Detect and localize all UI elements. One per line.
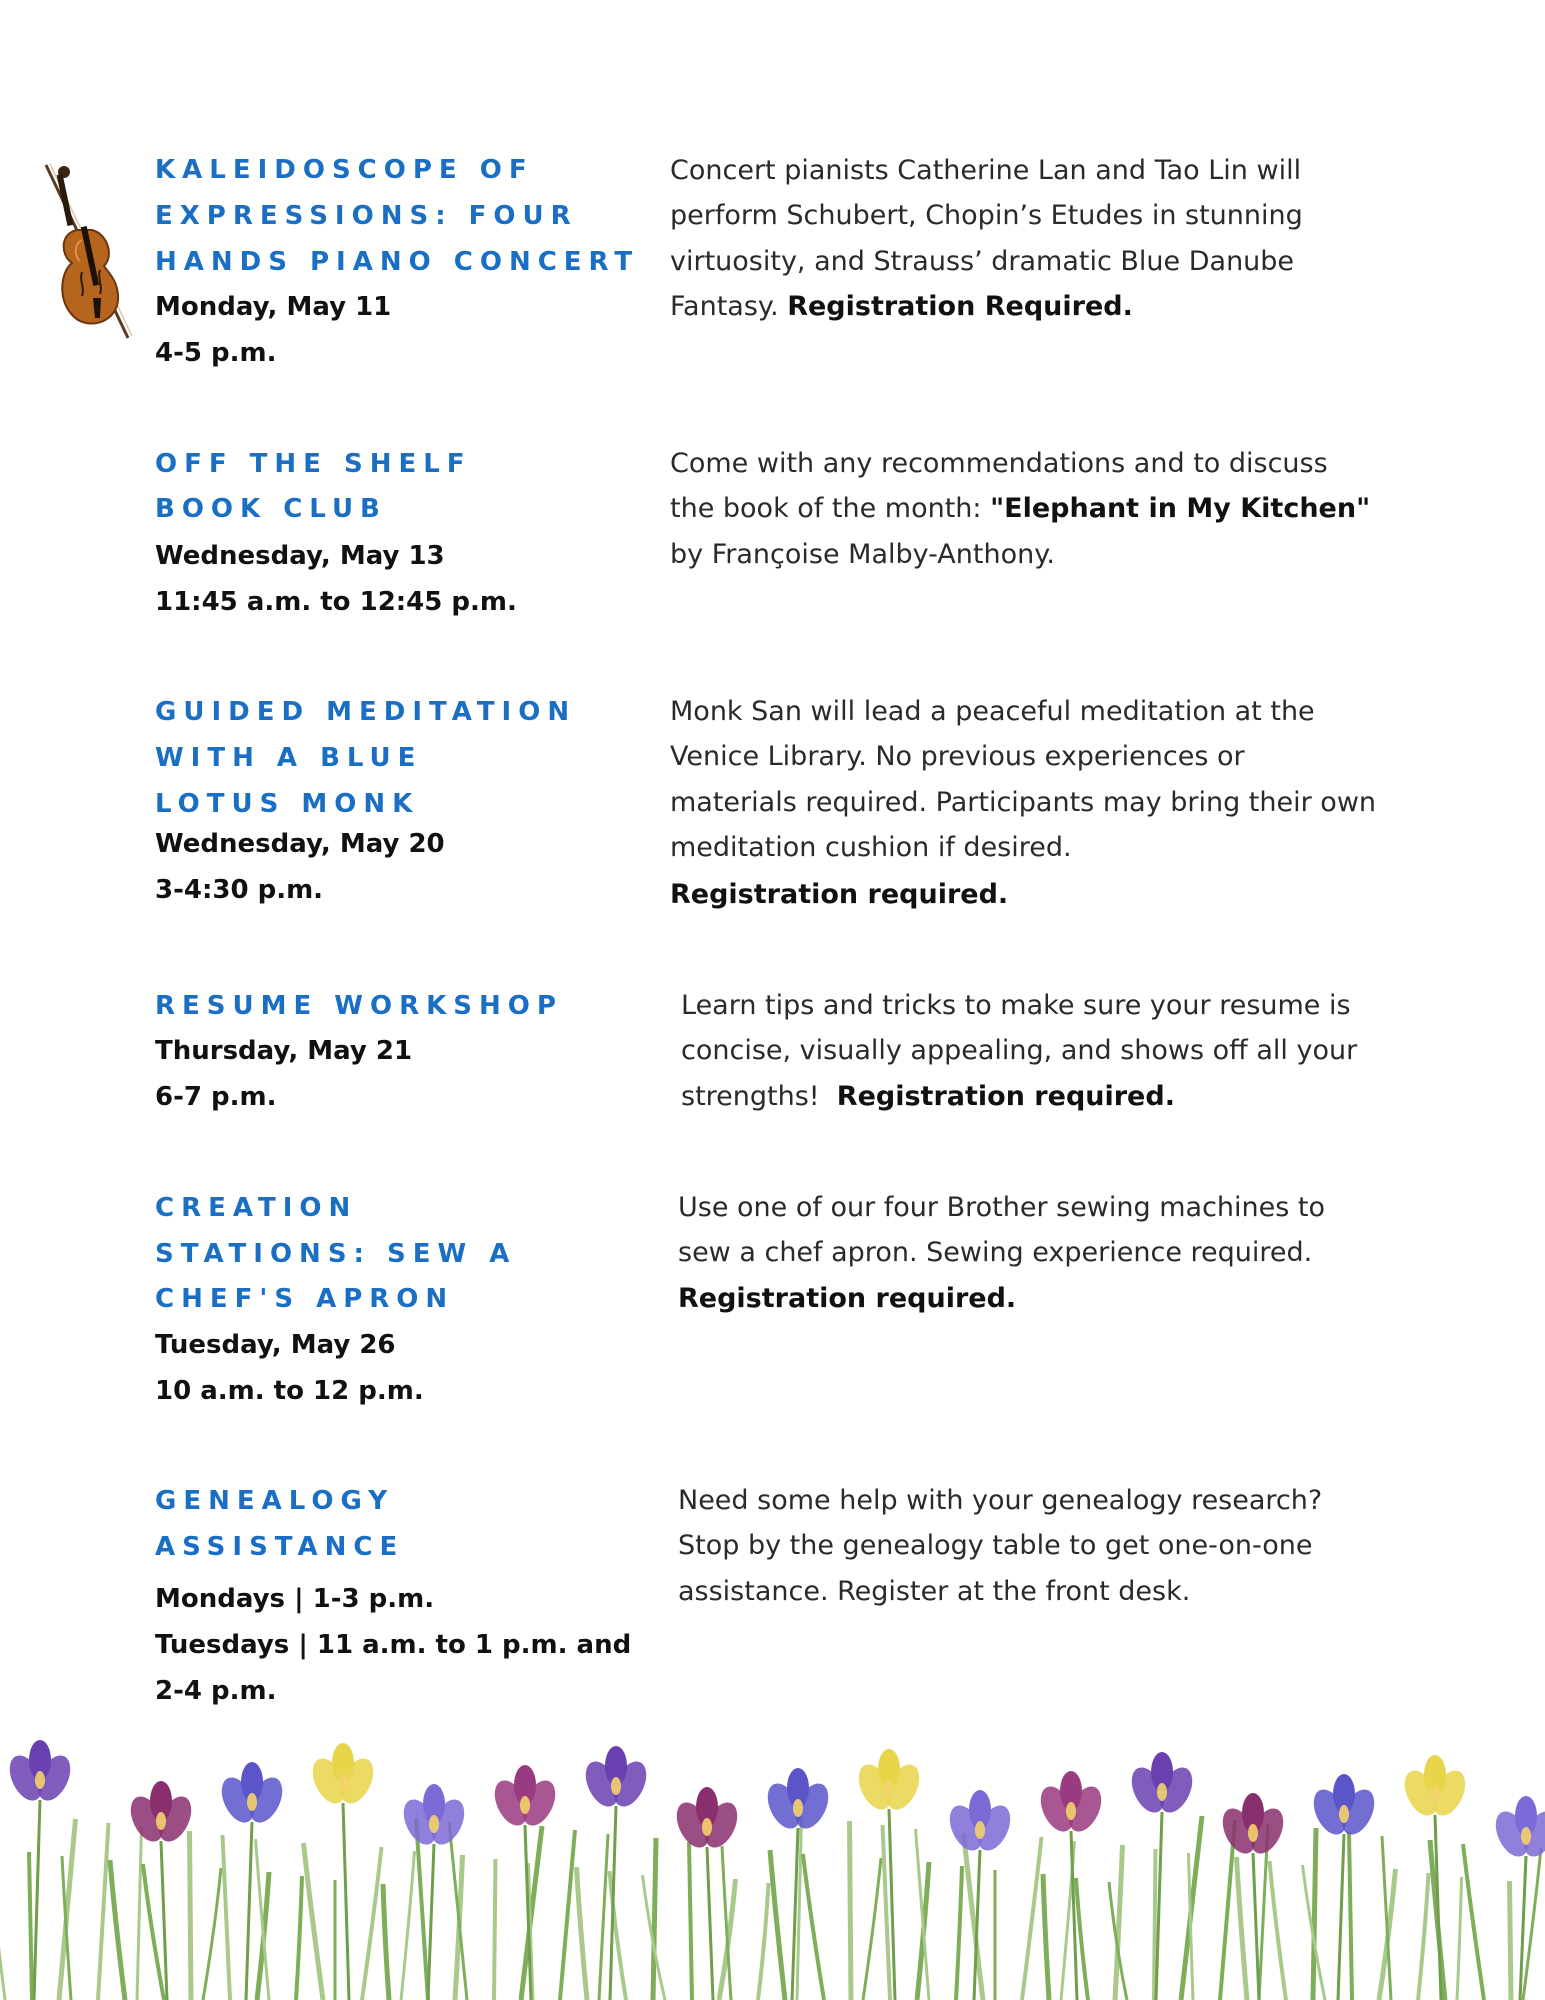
event-description-line: Concert pianists Catherine Lan and Tao Lin will xyxy=(670,155,1302,186)
leaf xyxy=(689,1842,692,2000)
description-text: strengths! xyxy=(681,1081,837,1112)
description-text: the book of the month: xyxy=(670,493,991,524)
leaf xyxy=(577,1867,588,2000)
event-time: 4-5 p.m. xyxy=(155,338,277,368)
leaf xyxy=(296,1876,302,2000)
leaf xyxy=(1463,1844,1484,2000)
event-title-line: WITH A BLUE xyxy=(155,743,423,773)
event-description-line: virtuosity, and Strauss’ dramatic Blue Danube xyxy=(670,246,1295,277)
event-title-line: KALEIDOSCOPE OF xyxy=(155,155,534,185)
event-description-line: assistance. Register at the front desk. xyxy=(678,1576,1191,1607)
leaf xyxy=(758,1883,769,2000)
iris-flower-border xyxy=(0,1735,1545,2000)
leaf xyxy=(59,1819,76,2000)
registration-note: Registration required. xyxy=(678,1283,1017,1314)
event-date: Wednesday, May 20 xyxy=(155,829,445,859)
leaf xyxy=(1022,1837,1042,2000)
event-description-line: Stop by the genealogy table to get one-on-one xyxy=(678,1530,1313,1561)
event-time: 11:45 a.m. to 12:45 p.m. xyxy=(155,587,517,617)
leaf xyxy=(1313,1828,1316,2000)
leaf xyxy=(1457,1877,1462,2000)
event-description-line: Monk San will lead a peaceful meditation at the xyxy=(670,696,1315,727)
leaf xyxy=(560,1830,575,2000)
leaf xyxy=(143,1864,164,2000)
leaf xyxy=(304,1843,324,2000)
event-date: Tuesday, May 26 xyxy=(155,1330,396,1360)
leaf xyxy=(1418,1873,1429,2000)
leaf xyxy=(1189,1853,1194,2000)
leaf xyxy=(1270,1861,1287,2000)
event-time: 10 a.m. to 12 p.m. xyxy=(155,1376,424,1406)
event-description-line: Venice Library. No previous experiences or xyxy=(670,741,1245,772)
leaf xyxy=(110,1860,125,2000)
event-description-line xyxy=(681,1081,1175,1113)
leaf xyxy=(1349,1832,1352,2000)
event-title-line: GUIDED MEDITATION xyxy=(155,697,577,727)
leaf xyxy=(803,1854,824,2000)
leaf xyxy=(770,1850,785,2000)
registration-note: Registration required. xyxy=(836,1081,1175,1112)
event-schedule-line: Tuesdays | 11 a.m. to 1 p.m. and xyxy=(155,1630,632,1660)
event-title-line: GENEALOGY xyxy=(155,1486,395,1516)
event-title-line: HANDS PIANO CONCERT xyxy=(155,247,640,277)
event-date: Thursday, May 21 xyxy=(155,1036,413,1066)
leaf xyxy=(850,1821,852,2000)
leaf xyxy=(653,1838,656,2000)
event-description-line xyxy=(670,879,1008,911)
event-title-line: STATIONS: SEW A xyxy=(155,1239,517,1269)
event-description-line: meditation cushion if desired. xyxy=(670,832,1072,863)
event-title-line: EXPRESSIONS: FOUR xyxy=(155,201,578,231)
leaf xyxy=(29,1852,32,2000)
leaf xyxy=(0,1815,5,2000)
event-description-line: Learn tips and tricks to make sure your resume is xyxy=(681,990,1351,1021)
book-title: "Elephant in My Kitchen" xyxy=(990,493,1371,524)
event-title-line: OFF THE SHELF xyxy=(155,449,472,479)
event-description-line xyxy=(670,291,1133,323)
event-date: Wednesday, May 13 xyxy=(155,541,445,571)
event-description-line: concise, visually appealing, and shows off all your xyxy=(681,1035,1358,1066)
event-description-line: materials required. Participants may bring their own xyxy=(670,787,1377,818)
leaf xyxy=(362,1847,382,2000)
event-description-line: perform Schubert, Chopin’s Etudes in stunning xyxy=(670,200,1303,231)
event-time: 3-4:30 p.m. xyxy=(155,875,324,905)
event-title-line: RESUME WORKSHOP xyxy=(155,991,563,1021)
violin-icon xyxy=(38,160,138,350)
event-title-line: CREATION xyxy=(155,1193,358,1223)
leaf xyxy=(137,1827,142,2000)
leaf xyxy=(863,1858,881,2000)
leaf xyxy=(1043,1874,1049,2000)
registration-note: Registration Required. xyxy=(787,291,1133,322)
iris-bloom xyxy=(3,1740,77,2000)
event-description-line xyxy=(670,493,1370,525)
leaf xyxy=(1510,1881,1512,2000)
event-description-line xyxy=(678,1283,1016,1315)
event-description-line: Come with any recommendations and to discuss xyxy=(670,448,1328,479)
registration-note: Registration required. xyxy=(670,879,1009,910)
event-date: Monday, May 11 xyxy=(155,292,392,322)
leaf xyxy=(383,1884,389,2000)
event-schedule-line: 2-4 p.m. xyxy=(155,1676,277,1706)
iris-bloom xyxy=(579,1746,653,2000)
leaf xyxy=(1237,1857,1248,2000)
event-description-line: Need some help with your genealogy research? xyxy=(678,1485,1323,1516)
leaf xyxy=(494,1859,496,2000)
leaf xyxy=(416,1818,428,2000)
leaf xyxy=(98,1823,109,2000)
event-title-line: ASSISTANCE xyxy=(155,1532,405,1562)
event-description-line: Use one of our four Brother sewing machines to xyxy=(678,1192,1326,1223)
event-description-line: by Françoise Malby-Anthony. xyxy=(670,539,1055,570)
description-text: Fantasy. xyxy=(670,291,788,322)
event-description-line: sew a chef apron. Sewing experience required. xyxy=(678,1237,1313,1268)
leaf xyxy=(1220,1820,1235,2000)
leaf xyxy=(203,1868,221,2000)
event-title-line: LOTUS MONK xyxy=(155,789,420,819)
leaf xyxy=(190,1831,192,2000)
leaf xyxy=(956,1866,962,2000)
leaf xyxy=(223,1835,231,2000)
event-title-line: CHEF'S APRON xyxy=(155,1284,455,1314)
iris-bloom xyxy=(124,1781,198,2000)
event-time: 6-7 p.m. xyxy=(155,1082,277,1112)
event-schedule-line: Mondays | 1-3 p.m. xyxy=(155,1584,435,1614)
leaf xyxy=(599,1834,608,2000)
event-title-line: BOOK CLUB xyxy=(155,494,387,524)
leaf xyxy=(401,1851,415,2000)
